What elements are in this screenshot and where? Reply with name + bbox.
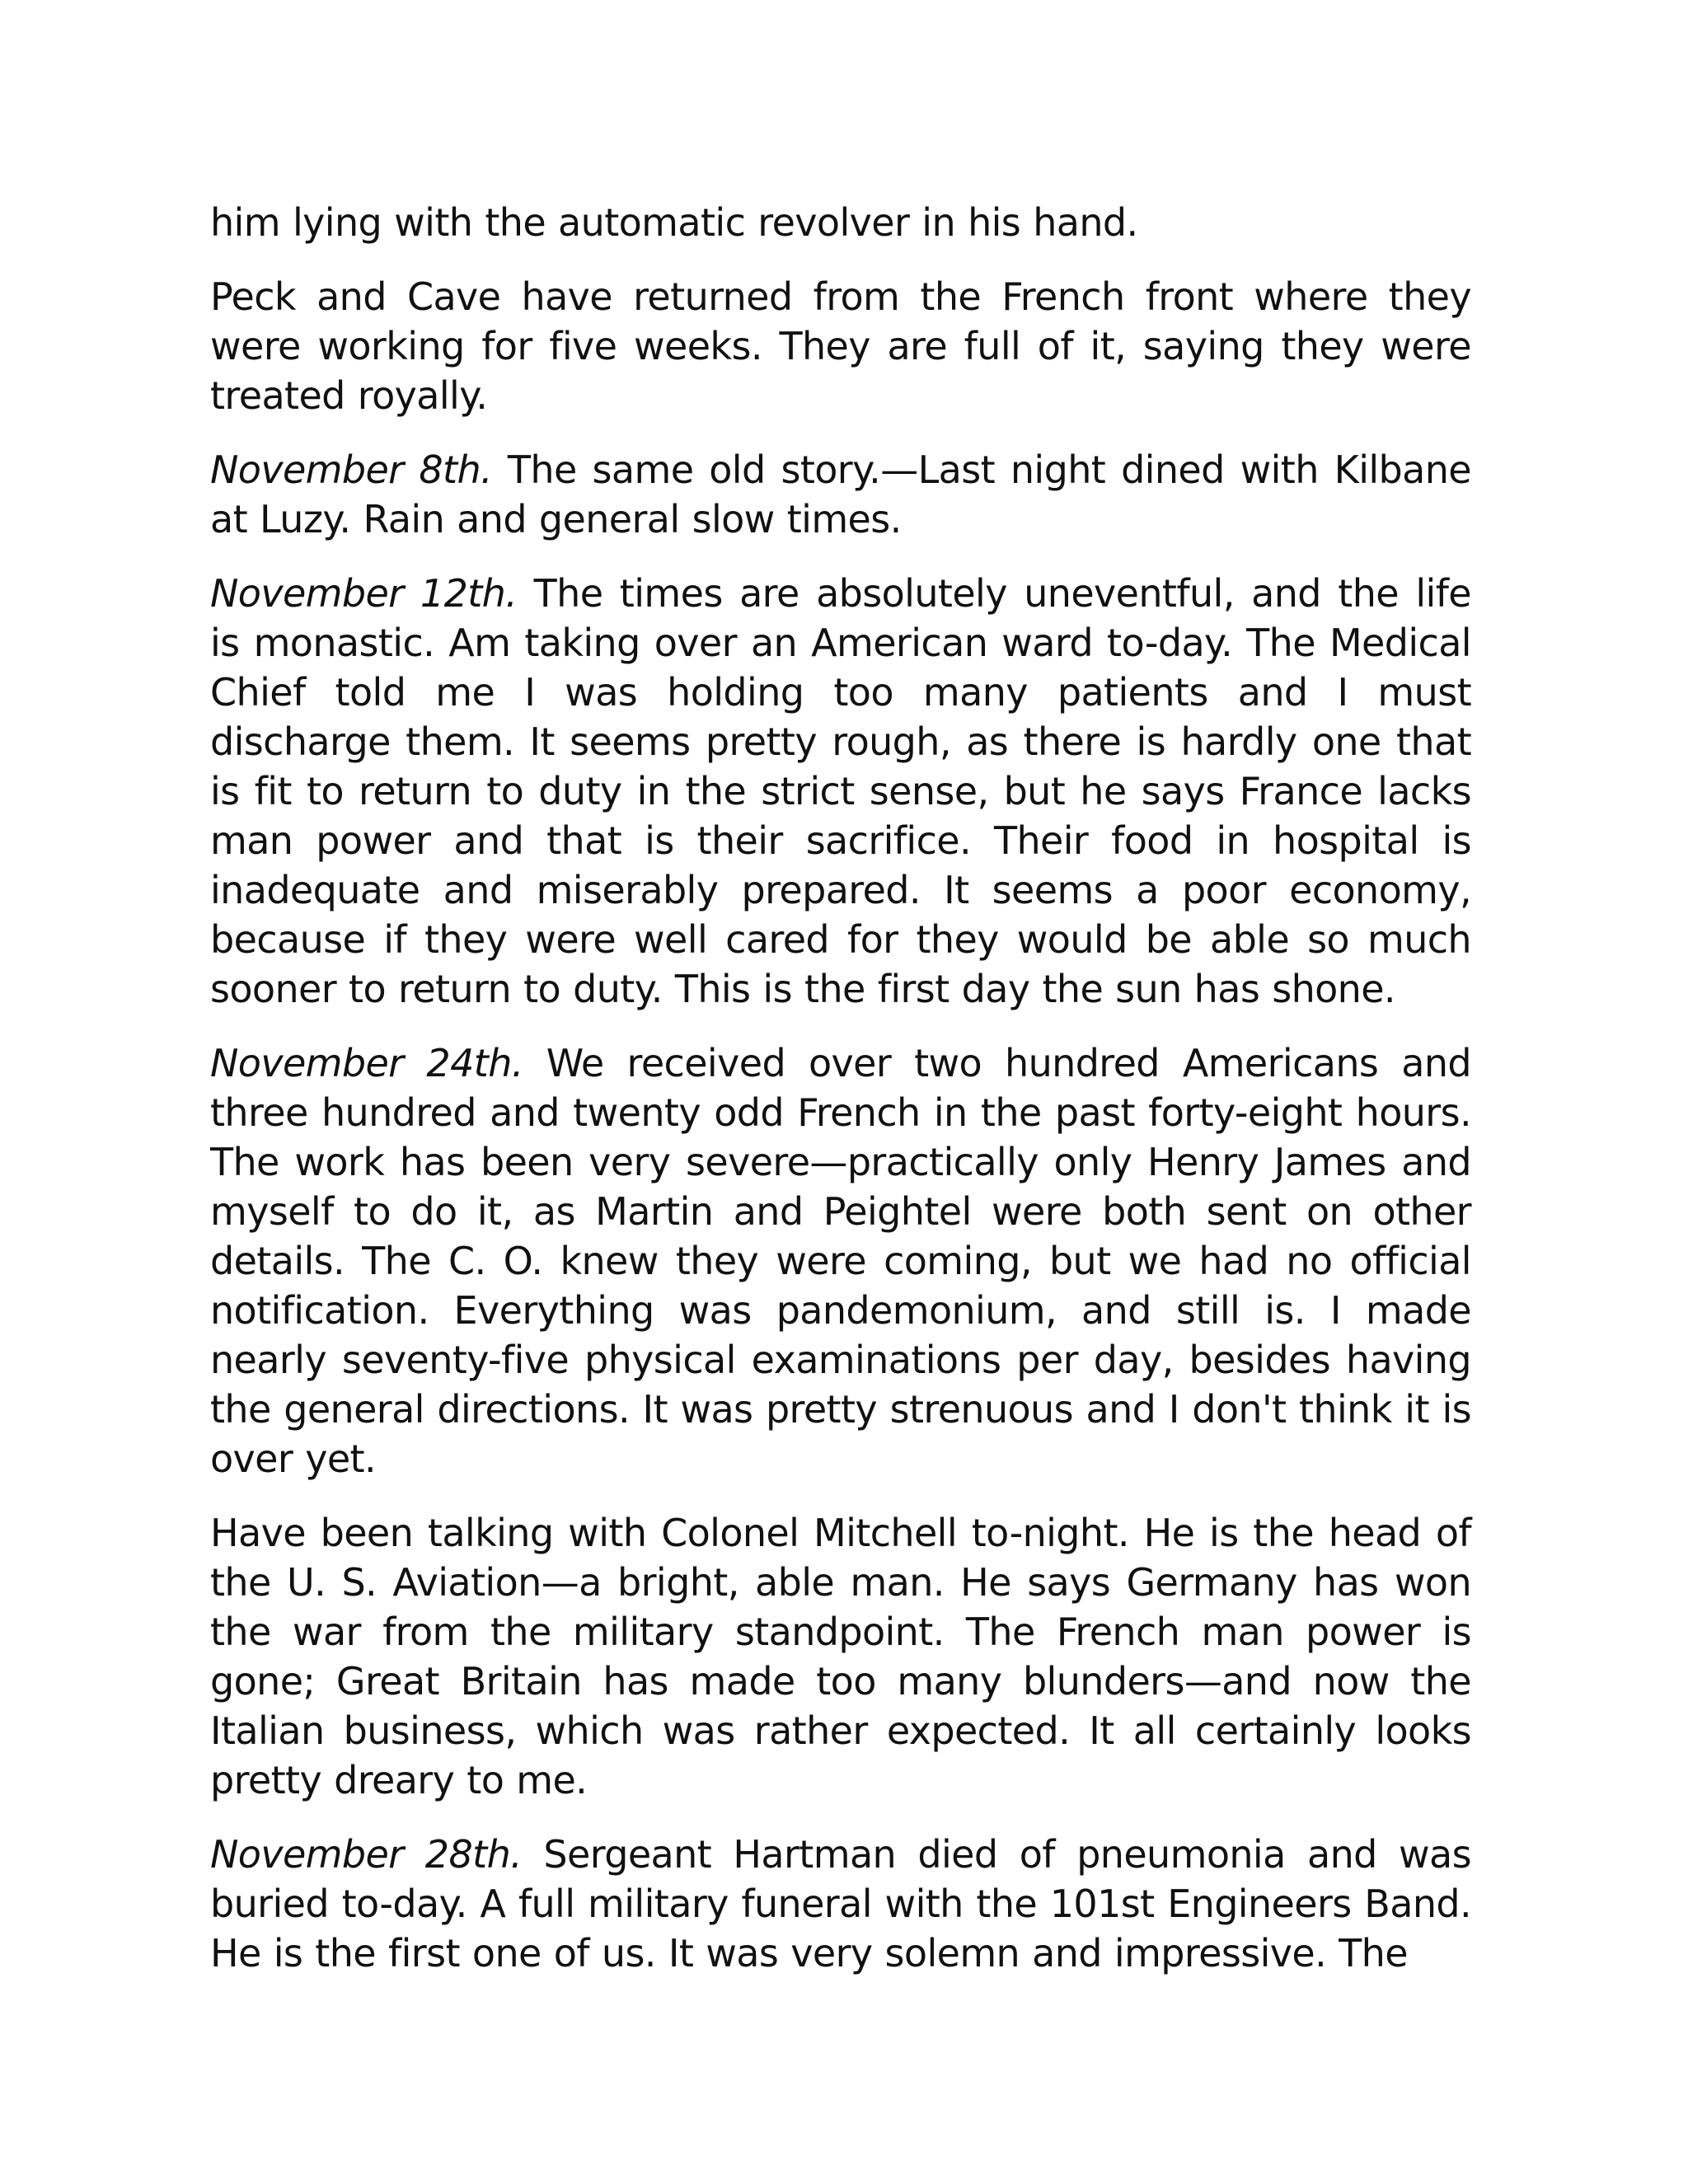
entry-date: November 24th.: [210, 1041, 523, 1085]
paragraph-text: Sergeant Hartman died of pneumonia and was buried to-day. A full military funeral with the 101st Engineers Band. He is the first one of us. It was very solemn and impressive. The: [210, 1832, 1471, 1975]
paragraph-text: him lying with the automatic revolver in his hand.: [210, 200, 1138, 245]
entry-date: November 8th.: [210, 448, 493, 492]
paragraph-1: [210, 198, 1471, 247]
paragraph-text: Have been talking with Colonel Mitchell to-night. He is the head of the U. S. Aviation—a bright, able man. He says Germany has won the war from the military standpoint. The French man power is gone; Great Britain has made too many blunders—and now the Italian business, which was rather expected. It all certainly looks pretty dreary to me.: [210, 1511, 1471, 1802]
entry-date: November 12th.: [210, 571, 518, 616]
paragraph-text: The same old story.—Last night dined with Kilbane at Luzy. Rain and general slow times.: [210, 448, 1471, 541]
paragraph-6: [210, 1508, 1471, 1805]
paragraph-2: [210, 272, 1471, 420]
document-page: [210, 198, 1471, 2003]
paragraph-4: [210, 569, 1471, 1014]
paragraph-7: [210, 1830, 1471, 1978]
paragraph-text: We received over two hundred Americans and three hundred and twenty odd French in the past forty-eight hours. The work has been very severe—practically only Henry James and myself to do it, as Martin and Peightel were both sent on other details. The C. O. knew they were coming, but we had no official notification. Everything was pandemonium, and still is. I made nearly seventy-five physical examinations per day, besides having the general directions. It was pretty strenuous and I don't think it is over yet.: [210, 1041, 1471, 1481]
entry-date: November 28th.: [210, 1832, 523, 1877]
paragraph-3: [210, 445, 1471, 544]
paragraph-text: The times are absolutely uneventful, and the life is monastic. Am taking over an American ward to-day. The Medical Chief told me I was holding too many patients and I must discharge them. It seems pretty rough, as there is hardly one that is fit to return to duty in the strict sense, but he says France lacks man power and that is their sacrifice. Their food in hospital is inadequate and miserably prepared. It seems a poor economy, because if they were well cared for they would be able so much sooner to return to duty. This is the first day the sun has shone.: [210, 571, 1471, 1011]
paragraph-text: Peck and Cave have returned from the French front where they were working for five weeks. They are full of it, saying they were treated royally.: [210, 274, 1471, 418]
paragraph-5: [210, 1038, 1471, 1483]
